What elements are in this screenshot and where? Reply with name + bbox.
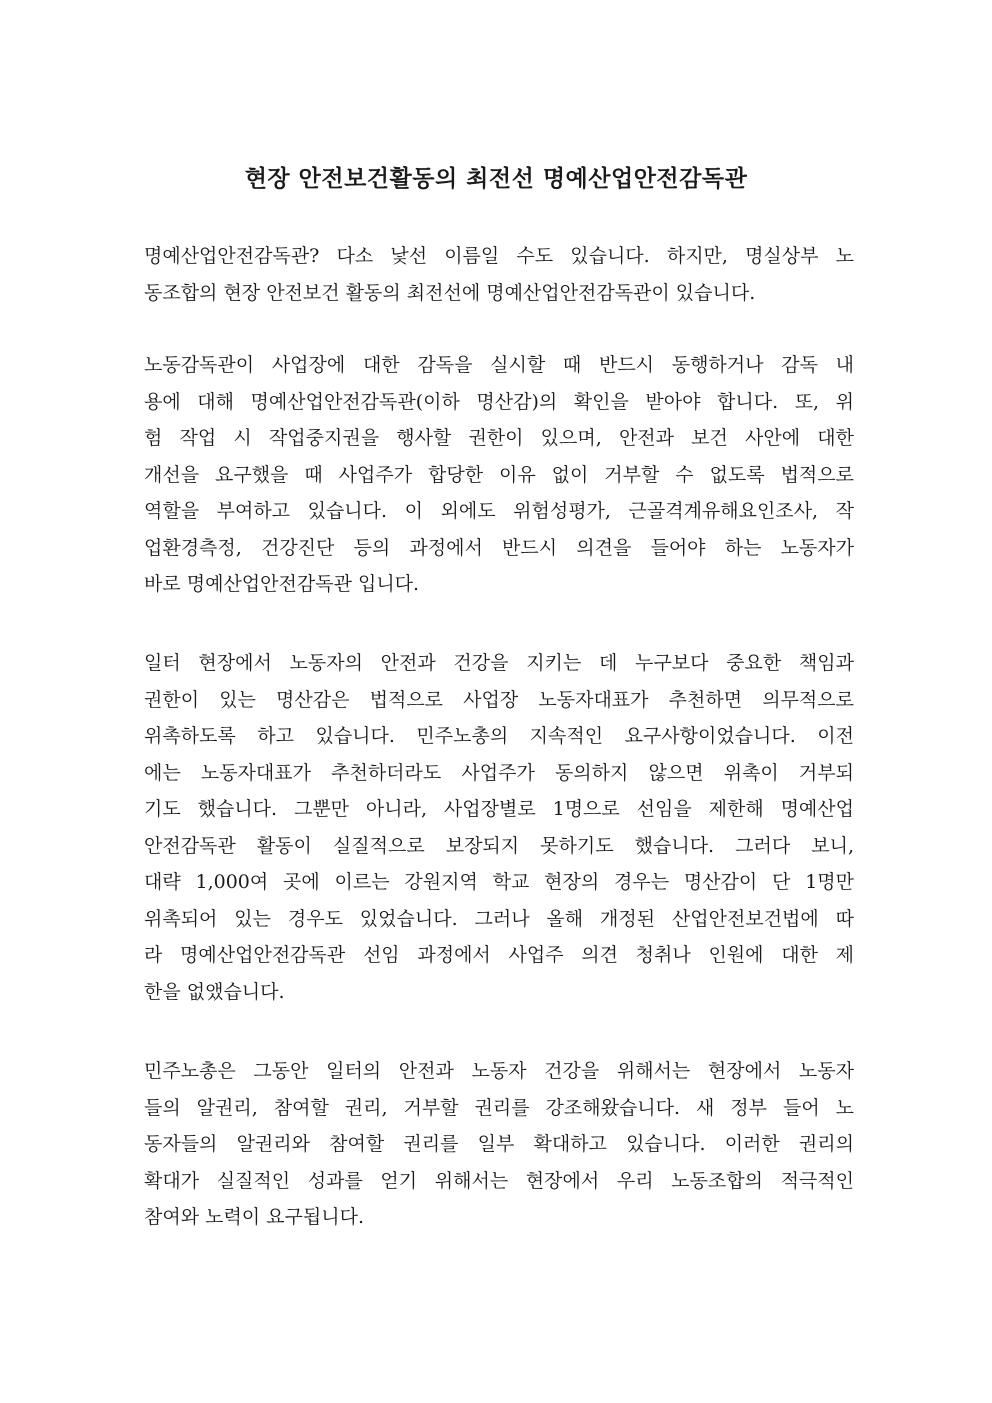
paragraph-line: 에는 노동자대표가 추천하더라도 사업주가 동의하지 않으면 위촉이 거부되 (144, 761, 854, 784)
paragraph-line: 참여와 노력이 요구됩니다. (144, 1206, 365, 1228)
paragraph-line: 권한이 있는 명산감은 법적으로 사업장 노동자대표가 추천하면 의무적으로 (144, 688, 854, 711)
paragraph-4 (144, 1053, 854, 1236)
paragraph-3 (144, 645, 854, 1010)
paragraph-line: 용에 대해 명예산업안전감독관(이하 명산감)의 확인을 받아야 합니다. 또, 위 (144, 390, 854, 413)
paragraph-line: 기도 했습니다. 그뿐만 아니라, 사업장별로 1명으로 선임을 제한해 명예산업 (144, 798, 854, 820)
document-title: 현장 안전보건활동의 최전선 명예산업안전감독관 (244, 165, 748, 192)
paragraph-line: 업환경측정, 건강진단 등의 과정에서 반드시 의견을 들어야 하는 노동자가 (144, 536, 854, 559)
paragraph-2 (144, 347, 854, 603)
paragraph-line: 역할을 부여하고 있습니다. 이 외에도 위험성평가, 근골격계유해요인조사, 작 (144, 500, 854, 522)
paragraph-line: 동조합의 현장 안전보건 활동의 최전선에 명예산업안전감독관이 있습니다. (144, 281, 756, 304)
paragraph-line: 위촉하도록 하고 있습니다. 민주노총의 지속적인 요구사항이었습니다. 이전 (144, 725, 854, 747)
paragraph-line: 확대가 실질적인 성과를 얻기 위해서는 현장에서 우리 노동조합의 적극적인 (144, 1169, 854, 1192)
paragraph-line: 안전감독관 활동이 실질적으로 보장되지 못하기도 했습니다. 그러다 보니, (144, 834, 854, 857)
paragraph-line: 한을 없앴습니다. (144, 980, 285, 1003)
paragraph-line: 라 명예산업안전감독관 선임 과정에서 사업주 의견 청취나 인원에 대한 제 (144, 944, 854, 966)
paragraph-line: 위촉되어 있는 경우도 있었습니다. 그러나 올해 개정된 산업안전보건법에 따 (144, 907, 854, 930)
paragraph-1 (144, 238, 854, 311)
paragraph-line: 대략 1,000여 곳에 이르는 강원지역 학교 현장의 경우는 명산감이 단 1명만 (144, 871, 854, 893)
paragraph-line: 개선을 요구했을 때 사업주가 합당한 이유 없이 거부할 수 없도록 법적으로 (144, 463, 854, 486)
paragraph-line: 험 작업 시 작업중지권을 행사할 권한이 있으며, 안전과 보건 사안에 대한 (144, 427, 854, 449)
paragraph-line: 동자들의 알권리와 참여할 권리를 일부 확대하고 있습니다. 이러한 권리의 (144, 1133, 854, 1155)
paragraph-line: 민주노총은 그동안 일터의 안전과 노동자 건강을 위해서는 현장에서 노동자 (144, 1060, 854, 1082)
paragraph-line: 들의 알권리, 참여할 권리, 거부할 권리를 강조해왔습니다. 새 정부 들어 노 (144, 1096, 854, 1119)
paragraph-line: 명예산업안전감독관? 다소 낯선 이름일 수도 있습니다. 하지만, 명실상부 노 (144, 245, 854, 267)
paragraph-line: 노동감독관이 사업장에 대한 감독을 실시할 때 반드시 동행하거나 감독 내 (144, 354, 854, 376)
paragraph-line: 바로 명예산업안전감독관 입니다. (144, 573, 420, 595)
paragraph-line: 일터 현장에서 노동자의 안전과 건강을 지키는 데 누구보다 중요한 책임과 (144, 652, 854, 674)
